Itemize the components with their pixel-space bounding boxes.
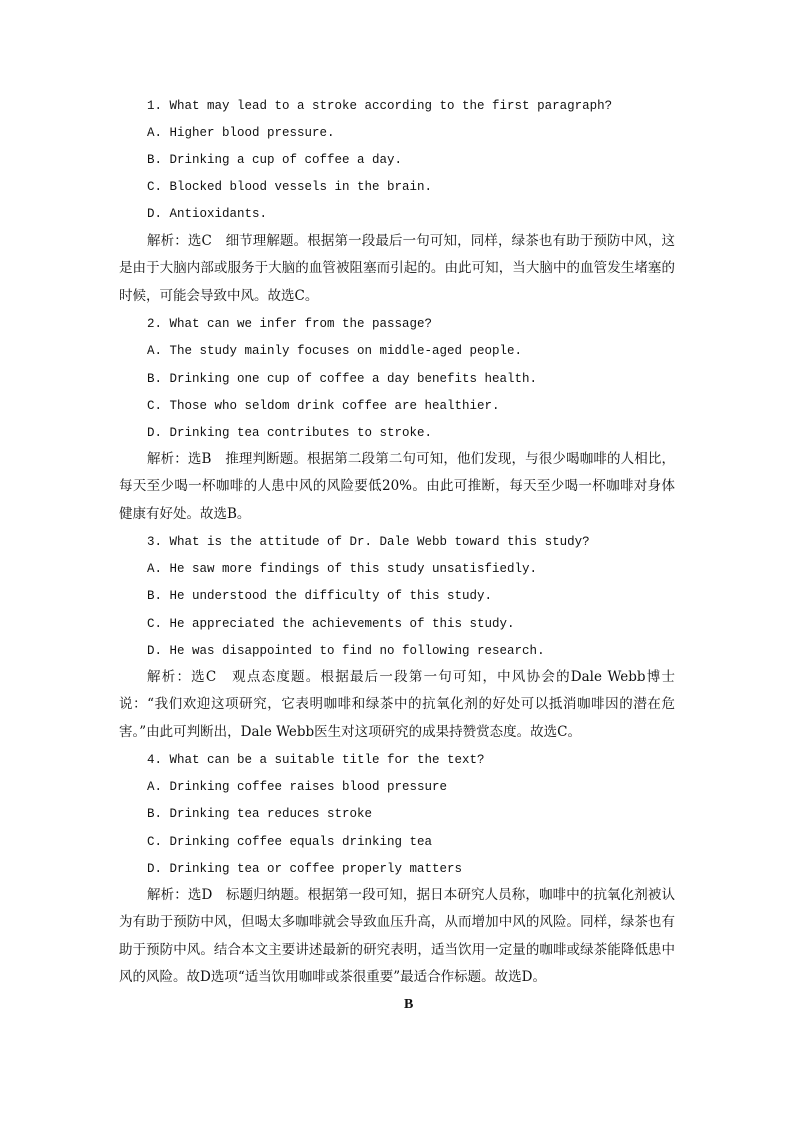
question-1-analysis: 解析：选C 细节理解题。根据第一段最后一句可知，同样，绿茶也有助于预防中风，这是由于大脑内部或服务于大脑的血管被阻塞而引起的。由此可知，当大脑中的血管发生堵塞的时候，可能会导致中风。故选C。 bbox=[119, 233, 675, 304]
question-2-option-a: A. The study mainly focuses on middle-aged people. bbox=[147, 344, 523, 358]
question-4-option-b: B. Drinking tea reduces stroke bbox=[147, 807, 373, 821]
question-3-option-c: C. He appreciated the achievements of this study. bbox=[147, 617, 515, 631]
question-2-stem: 2. What can we infer from the passage? bbox=[147, 317, 433, 331]
question-4-option-c: C. Drinking coffee equals drinking tea bbox=[147, 835, 433, 849]
question-3-stem: 3. What is the attitude of Dr. Dale Webb toward this study? bbox=[147, 535, 590, 549]
question-1-option-a: A. Higher blood pressure. bbox=[147, 126, 335, 140]
question-2-option-c: C. Those who seldom drink coffee are healthier. bbox=[147, 399, 500, 413]
question-4-stem: 4. What can be a suitable title for the text? bbox=[147, 753, 485, 767]
question-3-option-b: B. He understood the difficulty of this study. bbox=[147, 589, 493, 603]
question-1-option-d: D. Antioxidants. bbox=[147, 207, 268, 221]
question-1-stem: 1. What may lead to a stroke according to the first paragraph? bbox=[147, 99, 613, 113]
question-2-option-d: D. Drinking tea contributes to stroke. bbox=[147, 426, 433, 440]
question-3-analysis: 解析：选C 观点态度题。根据最后一段第一句可知，中风协会的Dale Webb博士说：“我们欢迎这项研究，它表明咖啡和绿茶中的抗氧化剂的好处可以抵消咖啡因的潜在危害。”由此可判断出，Dale Webb医生对这项研究的成果持赞赏态度。故选C。 bbox=[119, 669, 675, 740]
question-3-option-a: A. He saw more findings of this study unsatisfiedly. bbox=[147, 562, 538, 576]
question-2-analysis: 解析：选B 推理判断题。根据第二段第二句可知，他们发现，与很少喝咖啡的人相比，每天至少喝一杯咖啡的人患中风的风险要低20%。由此可推断，每天至少喝一杯咖啡对身体健康有好处。故选B。 bbox=[119, 451, 675, 522]
section-label: B bbox=[404, 997, 414, 1012]
question-4-option-a: A. Drinking coffee raises blood pressure bbox=[147, 780, 448, 794]
question-4-option-d: D. Drinking tea or coffee properly matters bbox=[147, 862, 463, 876]
question-2-option-b: B. Drinking one cup of coffee a day benefits health. bbox=[147, 372, 538, 386]
question-3-option-d: D. He was disappointed to find no following research. bbox=[147, 644, 545, 658]
question-4-analysis: 解析：选D 标题归纳题。根据第一段可知，据日本研究人员称，咖啡中的抗氧化剂被认为有助于预防中风，但喝太多咖啡就会导致血压升高，从而增加中风的风险。同样，绿茶也有助于预防中风。结合本文主要讲述最新的研究表明，适当饮用一定量的咖啡或绿茶能降低患中风的风险。故D选项“适当饮用咖啡或茶很重要”最适合作标题。故选D。 bbox=[119, 887, 675, 985]
question-1-option-c: C. Blocked blood vessels in the brain. bbox=[147, 180, 433, 194]
question-1-option-b: B. Drinking a cup of coffee a day. bbox=[147, 153, 403, 167]
